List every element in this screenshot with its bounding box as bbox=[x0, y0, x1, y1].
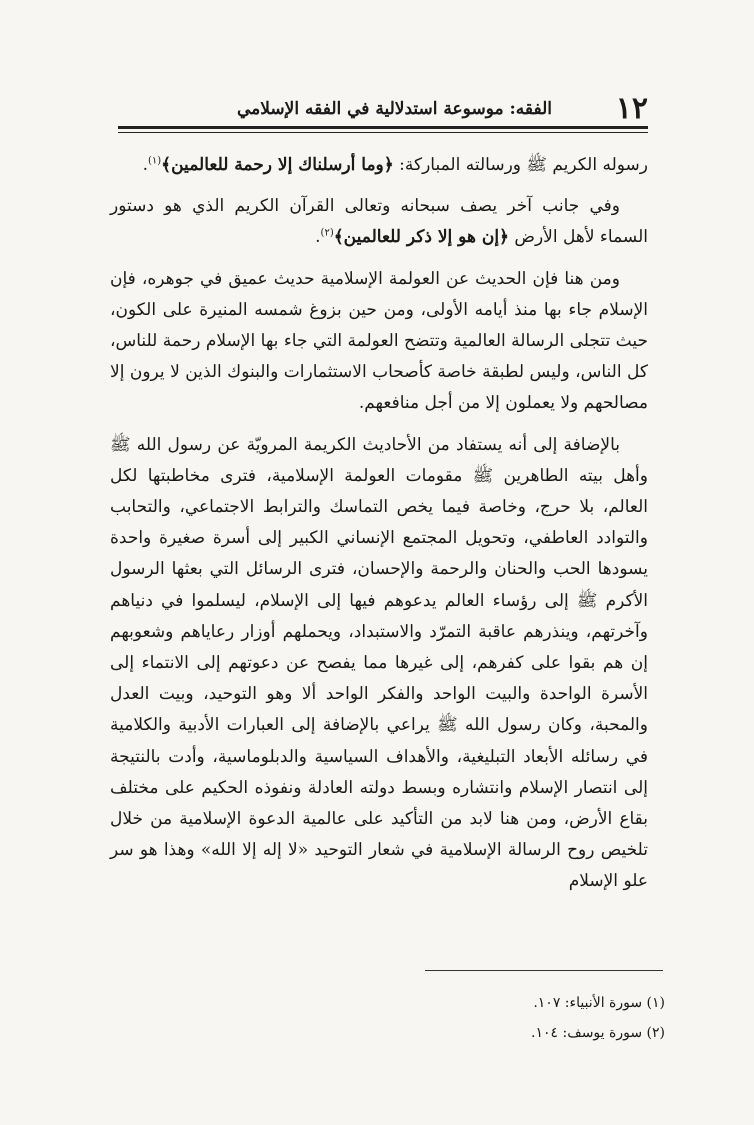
paragraph-text: وفي جانب آخر يصف سبحانه وتعالى القرآن الكريم الذي هو دستور السماء لأهل الأرض bbox=[110, 196, 648, 248]
footnote: (١) سورة الأنبياء: ١٠٧. bbox=[533, 995, 665, 1011]
footnote-marker: (١) bbox=[147, 155, 162, 167]
paragraph bbox=[110, 191, 648, 253]
quranic-quote: ﴿وما أرسلناك إلا رحمة للعالمين﴾ bbox=[161, 155, 394, 175]
page-header bbox=[118, 92, 648, 126]
footnote-rule bbox=[425, 970, 663, 971]
paragraph-text: رسوله الكريم ﷺ ورسالته المباركة: bbox=[393, 155, 648, 175]
paragraph: بالإضافة إلى أنه يستفاد من الأحاديث الكريمة المرويّة عن رسول الله ﷺ وأهل بيته الطاهرين ﷺ مقومات العولمة الإسلامية، فترى مخاطبتها لكل العالم، بلا حرج، وخاصة فيما يخص التماسك والترابط الاجتماعي، والتحابب والتوادد العاطفي، وتحويل المجتمع الإنساني الكبير إلى أسرة صغيرة واحدة يسودها الحب والحنان والرحمة والإحسان، فترى الرسائل التي بعثها الرسول الأكرم ﷺ إلى رؤساء العالم يدعوهم فيها إلى الإسلام، ليسلموا في دنياهم وآخرتهم، وينذرهم عاقبة التمرّد والاستبداد، ويحملهم أوزار رعاياهم وشعوبهم إن هم بقوا على كفرهم، إلى غيرها مما يفصح عن دعوتهم إلى الانتماء إلى الأسرة الواحدة والبيت الواحد والفكر الواحد ألا وهو التوحيد، وبيت العدل والمحبة، وكان رسول الله ﷺ يراعي بالإضافة إلى العبارات الأدبية والكلامية في رسائله الأبعاد التبليغية، والأهداف السياسية والدبلوماسية، وأدت بالنتيجة إلى انتصار الإسلام وانتشاره وبسط دولته العادلة ونفوذه الحكيم على مختلف بقاع الأرض، ومن هنا لابد من التأكيد على عالمية الدعوة الإسلامية من خلال تلخيص روح الرسالة الإسلامية في شعار التوحيد «لا إله إلا الله» وهذا هو سر علو الإسلام bbox=[110, 434, 648, 892]
page-number: ١٢ bbox=[615, 91, 648, 126]
body-text bbox=[110, 150, 648, 908]
header-rule-thick bbox=[118, 126, 648, 129]
footnotes bbox=[110, 988, 665, 1048]
paragraph bbox=[110, 150, 648, 181]
footnote-marker: (٢) bbox=[320, 227, 334, 239]
footnote: (٢) سورة يوسف: ١٠٤. bbox=[531, 1025, 665, 1041]
running-title: الفقه: موسوعة استدلالية في الفقه الإسلامي bbox=[237, 99, 552, 119]
paragraph-end: . bbox=[315, 227, 321, 248]
header-rule-thin bbox=[118, 132, 648, 133]
paragraph: ومن هنا فإن الحديث عن العولمة الإسلامية حديث عميق في جوهره، فإن الإسلام جاء بها منذ أيامه الأولى، ومن حين بزوغ شمسه المنيرة على الكون، حيث تتجلى الرسالة العالمية وتتضح العولمة التي جاء بها الإسلام رحمة للناس، كل الناس، وليس لطبقة خاصة كأصحاب الاستثمارات والبنوك الذين لا يرون إلا مصالحهم ولا يعملون إلا من أجل منافعهم. bbox=[110, 268, 648, 414]
paragraph-end: . bbox=[142, 155, 148, 175]
quranic-quote: ﴿إن هو إلا ذكر للعالمين﴾ bbox=[333, 227, 509, 248]
